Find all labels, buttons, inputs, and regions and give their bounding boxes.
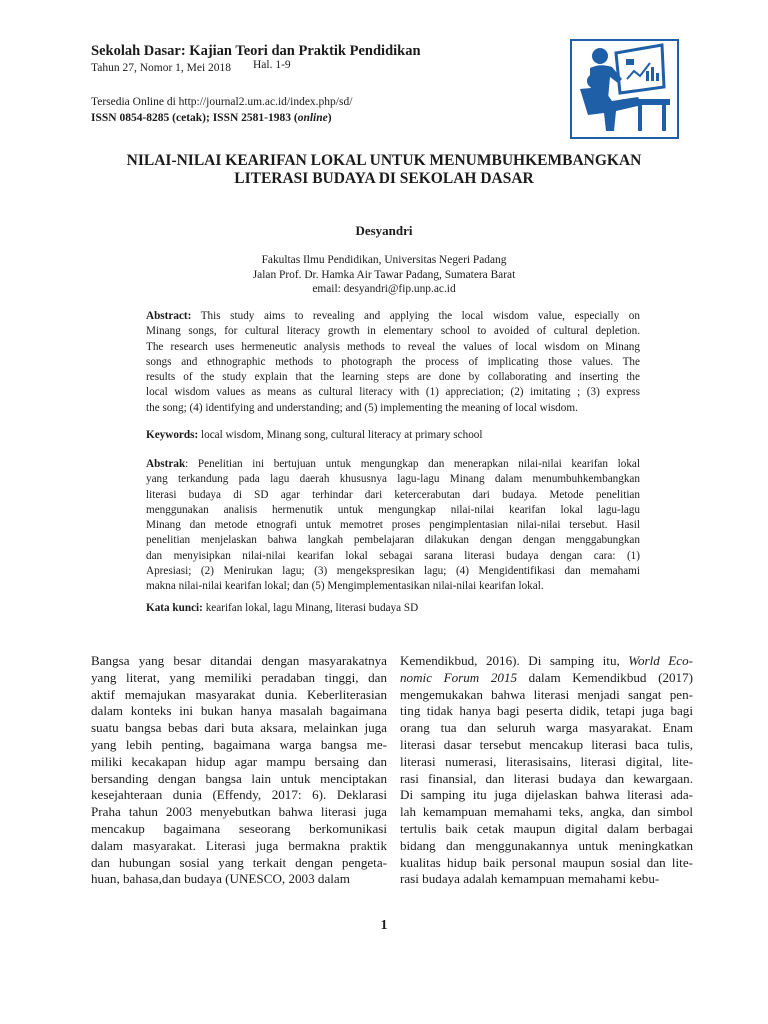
body-line: yang literat, yang memiliki peradaban tinggi, dan (91, 669, 387, 685)
author-name: Desyandri (355, 223, 413, 238)
body-line: nomic Forum 2015 dalam Kemendikbud (2017) (400, 669, 693, 685)
body-right-column (400, 653, 693, 888)
journal-online-url: Tersedia Online di http://journal2.um.ac.id/index.php/sd/ (91, 96, 353, 108)
body-line: lah kemampuan memahami teks, angka, dan simbol (400, 804, 693, 820)
body-line: rasi budaya adalah kemampuan memahami kebu- (400, 871, 660, 887)
body-left-column (91, 653, 387, 888)
body-line: rasi finansial, dan literasi budaya dan kewargaan. (400, 770, 693, 786)
body-line: mencakup bagaimana seseorang berkomunikasi (91, 820, 387, 836)
body-line: literasi dasar tersebut mencakup literasi baca tulis, (400, 736, 693, 752)
keywords-english: Keywords: local wisdom, Minang song, cultural literacy at primary school (146, 429, 483, 441)
paper-title: NILAI-NILAI KEARIFAN LOKAL UNTUK MENUMBUHKEMBANGKAN LITERASI BUDAYA DI SEKOLAH DASAR (126, 152, 642, 187)
abstrak-label: Abstrak (146, 458, 186, 470)
body-line: Praha tahun 2003 menyebutkan bahwa literasi juga (91, 804, 387, 820)
body-line: dalam masyarakat. Literasi juga bermakna praktik (91, 837, 387, 853)
body-line: huan, bahasa,dan budaya (UNESCO, 2003 dalam (91, 871, 350, 887)
journal-logo (570, 39, 679, 139)
body-line: literasi numerasi, literasisains, literasi digital, lite- (400, 753, 693, 769)
keywords-indonesian: Kata kunci: kearifan lokal, lagu Minang, literasi budaya SD (146, 602, 419, 614)
body-line: kualitas hidup baik personal maupun sosial dan lite- (400, 854, 693, 870)
body-line: Di samping itu juga dijelaskan bahwa literasi ada- (400, 787, 693, 803)
body-line: dalam konteks ini bukan hanya masalah bagaimana (91, 703, 387, 719)
abstract-english: Abstract: This study aims to revealing and applying the local wisdom value, especially on Minang songs, for cultural literacy growth in elementary school to avoided of cultural depletion. The research uses hermeneutic analysis methods to reveal the values of local wisdom on Minang songs and ethnographic methods to photograph the process of implicating those values. The results of the study explain that the learning steps are done by collaborating and inserting the local wisdom values as means as cultural literacy with (1) appreciation; (2) imitating ; (3) express the song; (4) identifying and understanding; and (5) implementing the meaning of local wisdom. (146, 310, 640, 414)
body-line: bidang dan menggunakannya untuk meningkatkan (400, 837, 693, 853)
affiliation-line: Fakultas Ilmu Pendidikan, Universitas Negeri Padang (261, 254, 507, 266)
body-line: dan hubungan sosial yang terkait dengan pengeta- (91, 854, 387, 870)
body-line: ting tidak hanya bagi peserta didik, tetapi juga bagi (400, 703, 693, 719)
body-line: bersanding dengan bangsa lain untuk menciptakan (91, 770, 387, 786)
body-line: suatu bangsa bebas dari buta aksara, melainkan juga (91, 720, 387, 736)
body-line: aktif memajukan masyarakat dunia. Keberliterasian (91, 686, 387, 702)
body-line: orang tua dan seluruh warga masyarakat. Enam (400, 720, 693, 736)
body-line: Bangsa yang besar ditandai dengan masyarakatnya (91, 653, 387, 668)
address-line: Jalan Prof. Dr. Hamka Air Tawar Padang, Sumatera Barat (252, 269, 516, 281)
journal-issn: ISSN 0854-8285 (cetak); ISSN 2581-1983 (online) (91, 112, 332, 124)
abstract-indonesian: Abstrak: Penelitian ini bertujuan untuk mengungkap dan menerapkan nilai-nilai kearifan lokal yang terkandung pada lagu daerah khususnya lagu-lagu Minang dalam menumbuhkembangkan literasi budaya di SD agar terhindar dari ketercerabutan dari budaya. Metode penelitian menggunakan analisis hermenutik untuk mengungkap nilai-nilai kearifan lokal lagu-lagu Minang dan metode etnografi untuk memotret proses pengimplentasian nilai-nilai tersebut. Hasil penelitian menjelaskan bahwa langkah pembelajaran dilakukan dengan dengan menggabungkan dan menyisipkan nilai-nilai kearifan lokal sebagai sarana literasi budaya dengan cara: (1) Apresiasi; (2) Menirukan lagu; (3) mengekspresikan lagu; (4) Mengidentifikasi dan memahami makna nilai-nilai kearifan lokal; dan (5) Mengimplementasikan nilai-nilai kearifan lokal. (146, 458, 640, 593)
journal-pages: Hal. 1-9 (253, 59, 291, 71)
body-line: kesejahteraan dunia (Effendy, 2017: 6). Deklarasi (91, 787, 387, 803)
page-number: 1 (380, 918, 388, 933)
author-email: email: desyandri@fip.unp.ac.id (312, 283, 456, 295)
body-line: Kemendikbud, 2016). Di samping itu, World Eco- (400, 653, 693, 668)
body-line: tertulis baik cetak maupun digital dalam berbagai (400, 820, 693, 836)
teacher-board-icon (572, 41, 677, 137)
body-line: yang lebih penting, bagaimana warga bangsa me- (91, 736, 387, 752)
journal-issue: Tahun 27, Nomor 1, Mei 2018 (91, 62, 232, 74)
journal-title: Sekolah Dasar: Kajian Teori dan Praktik Pendidikan (91, 43, 421, 59)
abstract-label: Abstract: (146, 310, 192, 322)
body-line: mengemukakan bahwa literasi menjadi sangat pen- (400, 686, 693, 702)
body-line: miliki kecakapan hidup agar mampu bersaing dan (91, 753, 387, 769)
